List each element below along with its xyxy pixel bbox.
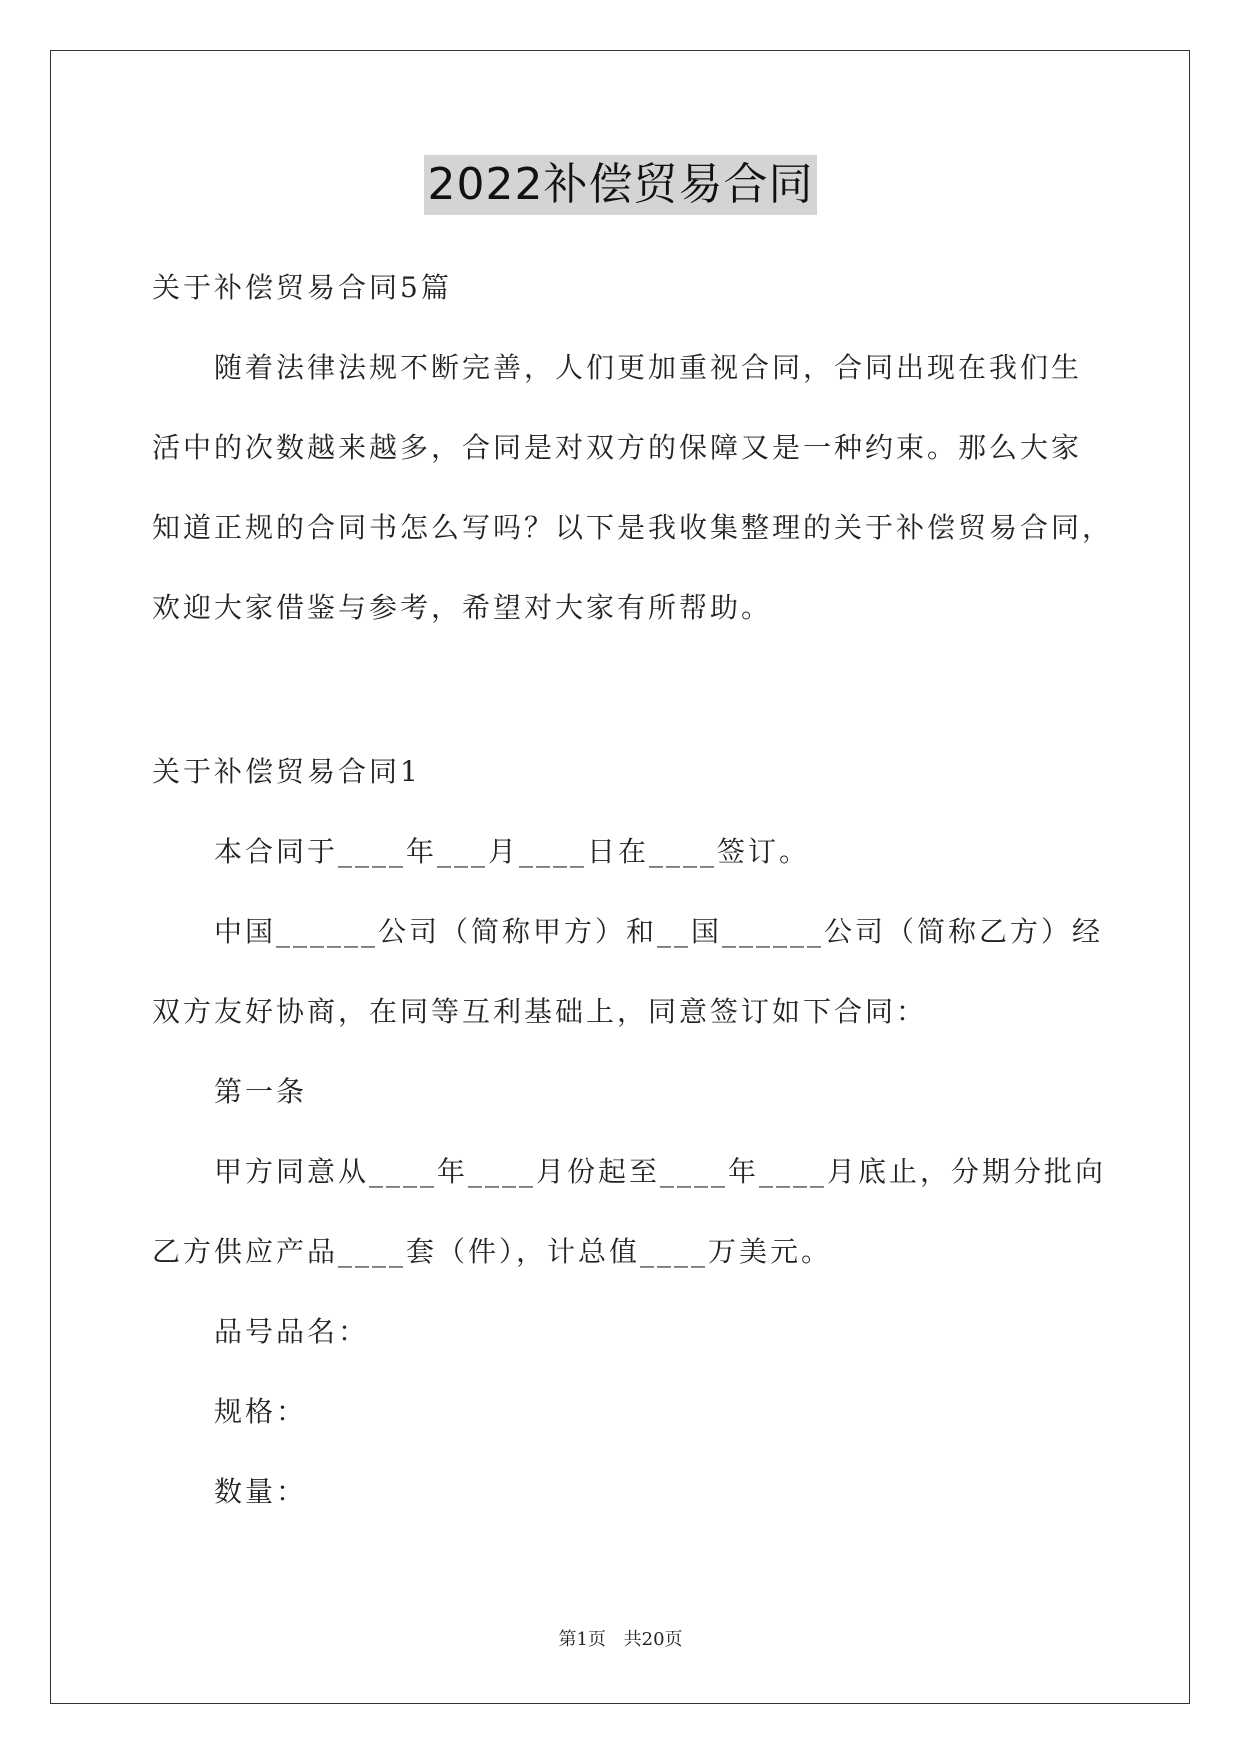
article-heading-1: 第一条 [214, 1075, 308, 1108]
intro-line-3: 知道正规的合同书怎么写吗？以下是我收集整理的关于补偿贸易合同， [152, 511, 1114, 544]
contract-line-parties-2: 双方友好协商，在同等互利基础上，同意签订如下合同： [152, 995, 928, 1028]
field-quantity: 数量： [214, 1475, 308, 1508]
intro-line-1: 随着法律法规不断完善，人们更加重视合同，合同出现在我们生 [214, 351, 1083, 384]
section-heading-1: 关于补偿贸易合同1 [152, 755, 421, 788]
intro-line-4: 欢迎大家借鉴与参考，希望对大家有所帮助。 [152, 591, 773, 624]
page-total: 共20页 [623, 1629, 683, 1650]
article-1-line-1: 甲方同意从____年____月份起至____年____月底止，分期分批向 [214, 1155, 1107, 1188]
field-product-name: 品号品名： [214, 1315, 370, 1348]
subtitle-line: 关于补偿贸易合同5篇 [152, 271, 452, 304]
page-current: 第1页 [558, 1629, 606, 1650]
article-1-line-2: 乙方供应产品____套（件），计总值____万美元。 [152, 1235, 833, 1268]
contract-line-parties-1: 中国______公司（简称甲方）和__国______公司（简称乙方）经 [214, 915, 1104, 948]
contract-line-date: 本合同于____年___月____日在____签订。 [214, 835, 811, 868]
page-footer [0, 1625, 1241, 1651]
title-wrap [0, 155, 1241, 215]
field-specification: 规格： [214, 1395, 308, 1428]
intro-line-2: 活中的次数越来越多，合同是对双方的保障又是一种约束。那么大家 [152, 431, 1083, 464]
document-title: 2022补偿贸易合同 [424, 155, 818, 215]
